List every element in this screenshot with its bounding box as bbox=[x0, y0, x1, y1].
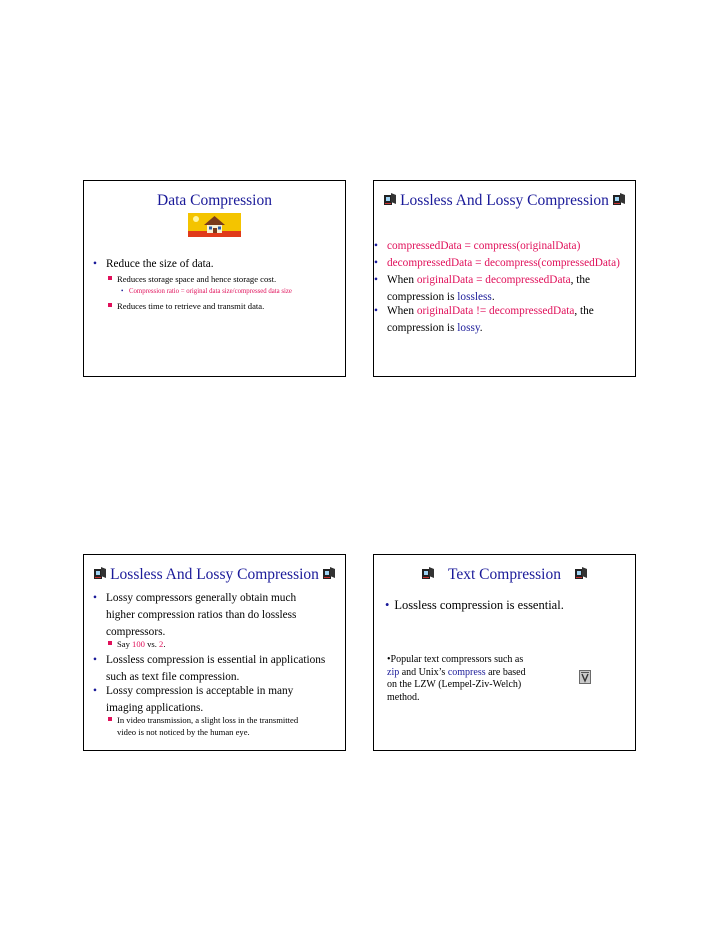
slide-title-icon bbox=[94, 567, 106, 580]
slide-title-icon bbox=[613, 193, 625, 206]
bullet: • Lossy compression is acceptable in many imaging applications. bbox=[93, 685, 294, 714]
slide-title-icon bbox=[422, 567, 434, 580]
slide-title: Lossless And Lossy Compression bbox=[400, 192, 609, 209]
sub-bullet: Reduces storage space and hence storage cost. bbox=[108, 273, 343, 285]
paragraph: •Popular text compressors such as zip and Unix’s compress are based on the LZW (Lempel-Ziv-Welch) method. bbox=[387, 654, 526, 703]
bullet: • decompressedData = decompress(compressedData) bbox=[374, 257, 620, 269]
slide-text-compression bbox=[373, 554, 636, 751]
slide-title-row bbox=[84, 566, 345, 584]
sub-bullet: In video transmission, a slight loss in the transmitted video is not noticed by the human eye. bbox=[108, 714, 343, 738]
slide-data-compression bbox=[83, 180, 346, 377]
house-clipart bbox=[188, 213, 241, 237]
bullet: • compressedData = compress(originalData) bbox=[374, 240, 581, 252]
slide-title: Lossless And Lossy Compression bbox=[110, 566, 319, 583]
slide-title-icon bbox=[323, 567, 335, 580]
slide-title: Text Compression bbox=[447, 566, 561, 583]
bullet: • Reduce the size of data. bbox=[93, 258, 214, 270]
slide-title-row bbox=[374, 566, 635, 584]
slide-title: Data Compression bbox=[157, 192, 272, 209]
slide-title-icon bbox=[575, 567, 587, 580]
bullet: • Lossy compressors generally obtain much higher compression ratios than do lossless compressors. bbox=[93, 592, 297, 638]
sub-bullet: Say 100 vs. 2. bbox=[108, 638, 343, 650]
slide-lossless-lossy-2 bbox=[83, 554, 346, 751]
slide-title-row bbox=[374, 192, 635, 210]
bullet: • When originalData = decompressedData, the compression is lossless. bbox=[374, 274, 591, 303]
bullet: • Lossless compression is essential in applications such as text file compression. bbox=[93, 654, 326, 683]
slide-lossless-lossy bbox=[373, 180, 636, 377]
sub-sub-bullet: • Compression ratio = original data size/compressed data size bbox=[121, 288, 292, 295]
sub-bullet: Reduces time to retrieve and transmit data. bbox=[108, 300, 343, 312]
eye-icon bbox=[579, 670, 591, 684]
bullet: • Lossless compression is essential. bbox=[385, 598, 564, 612]
bullet: • When originalData != decompressedData, the compression is lossy. bbox=[374, 305, 594, 334]
slide-title-icon bbox=[384, 193, 396, 206]
